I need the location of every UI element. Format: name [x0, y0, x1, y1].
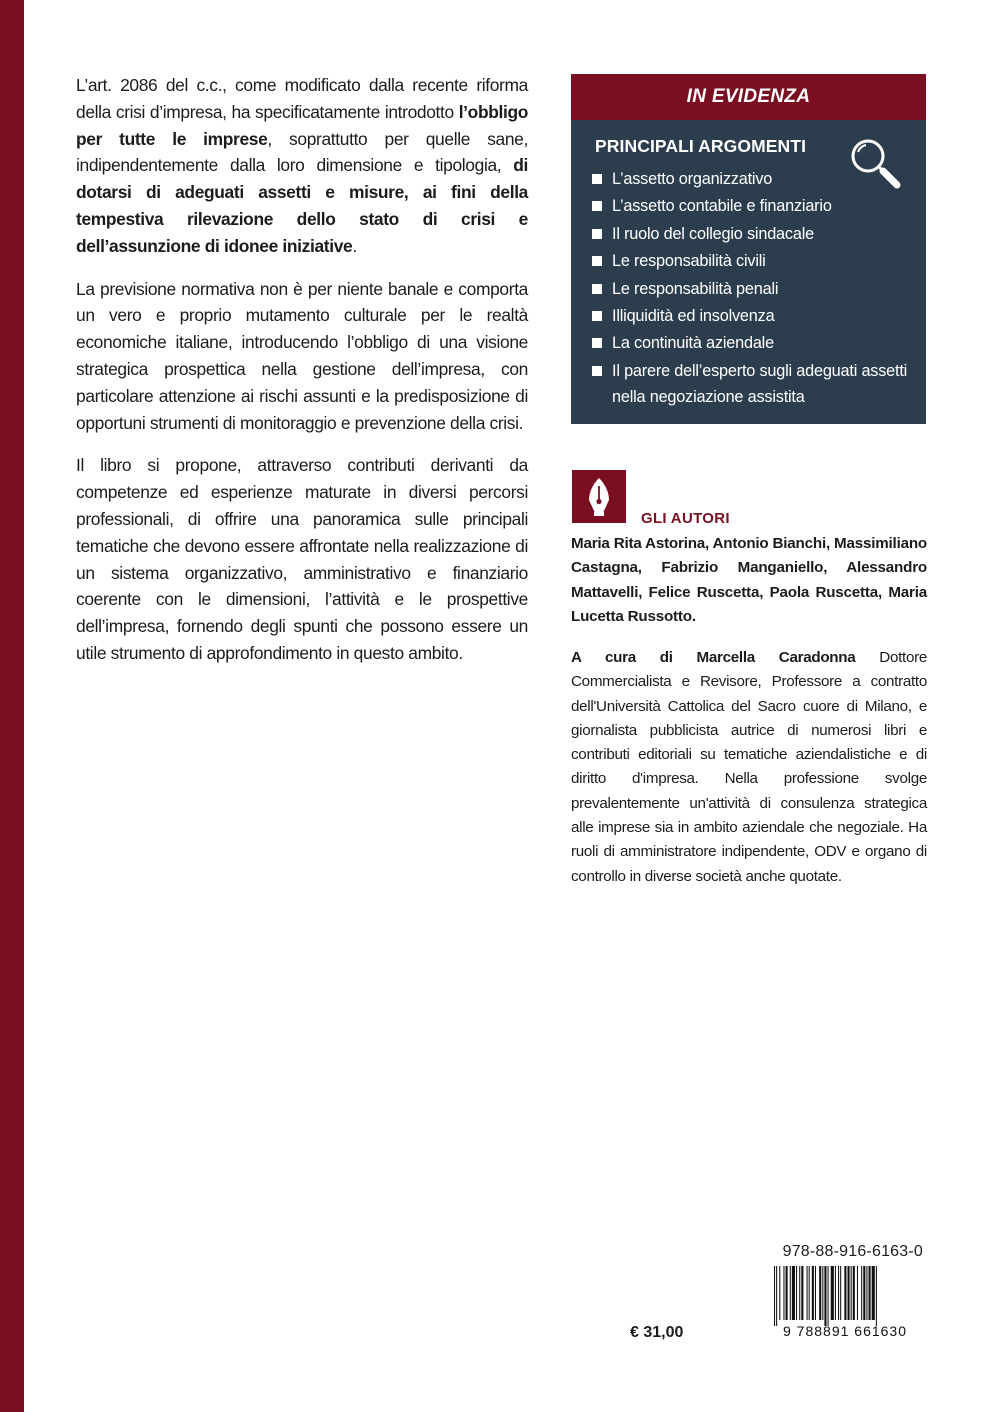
- topic-label: Il parere dell’esperto sugli adeguati assetti nella negoziazione assistita: [612, 361, 908, 406]
- topic-label: Il ruolo del collegio sindacale: [612, 224, 814, 243]
- intro-bold: di dotarsi di adeguati assetti e misure, ai fini della tempestiva rilevazione dello stato di crisi e dell’assunzione di idonee iniziative: [76, 155, 528, 256]
- barcode-digits: 9 788891 661630: [783, 1323, 907, 1338]
- topic-item: [592, 330, 912, 356]
- book-description: [76, 72, 528, 683]
- editor-bio-text: Dottore Commercialista e Revisore, Professore a contratto dell'Università Cattolica del Sacro cuore di Milano, e giornalista pubblicista autrice di numerosi libri e contributi editoriali su tematiche aziendalistiche e di diritto d'impresa. Nella professione svolge prevalentemente un'attività di consulenza strategica alle imprese sia in ambito aziendale che negoziale. Ha ruoli di amministratore indipendente, ODV e organo di controllo in diverse società anche quotate.: [571, 649, 928, 885]
- topic-label: Le responsabilità civili: [612, 252, 766, 271]
- intro-text: .: [352, 235, 357, 256]
- topics-list: [592, 166, 912, 411]
- bullet-square: [592, 338, 602, 348]
- topic-label: L’assetto contabile e finanziario: [612, 197, 832, 216]
- topic-label: Le responsabilità penali: [612, 279, 779, 298]
- price-label: € 31,00: [630, 1324, 684, 1341]
- topic-label: Illiquidità ed insolvenza: [612, 306, 775, 325]
- intro-text: , soprattutto per quelle sane, indipendentemente dalla loro dimensione e tipologia,: [76, 128, 528, 176]
- bullet-square: [592, 284, 602, 294]
- bullet-square: [592, 229, 602, 239]
- bullet-square: [592, 201, 602, 211]
- topic-item: [592, 193, 912, 219]
- authors-label: GLI AUTORI: [641, 510, 730, 527]
- isbn-number: 978-88-916-6163-0: [782, 1243, 923, 1260]
- topic-label: La continuità aziendale: [612, 334, 774, 353]
- bullet-square: [592, 366, 602, 376]
- in-evidenza-box: [571, 74, 926, 424]
- topic-item: [592, 358, 912, 410]
- bullet-square: [592, 174, 602, 184]
- editor-name: A cura di Marcella Caradonna: [571, 649, 856, 666]
- principali-argomenti-title: PRINCIPALI ARGOMENTI: [595, 136, 807, 156]
- editor-bio: [571, 646, 927, 889]
- topic-item: [592, 276, 912, 302]
- intro-text: L’art. 2086 del c.c., come modificato dalla recente riforma della crisi d’impresa, ha specificatamente introdotto: [76, 75, 528, 122]
- topic-item: [592, 166, 912, 192]
- intro-paragraph-1: [76, 72, 528, 260]
- topic-item: [592, 303, 912, 329]
- bullet-square: [592, 311, 602, 321]
- barcode-graphic: [766, 1266, 924, 1338]
- bullet-square: [592, 256, 602, 266]
- intro-paragraph-3: Il libro si propone, attraverso contributi derivanti da competenze ed esperienze maturate in diversi percorsi professionali, di offrire una panoramica sulle principali tematiche che devono essere affrontate nella realizzazione di un sistema organizzativo, amministrativo e finanziario coerente con le dimensioni, l’attività e le prospettive dell’impresa, fornendo degli spunti che possono essere un utile strumento di approfondimento in questo ambito.: [76, 455, 528, 663]
- fountain-pen-icon: [572, 470, 626, 523]
- spine-band: [0, 0, 24, 1412]
- barcode: [766, 1266, 924, 1338]
- topic-item: [592, 248, 912, 274]
- topic-label: L’assetto organizzativo: [612, 170, 773, 188]
- intro-paragraph-2: La previsione normativa non è per niente banale e comporta un vero e proprio mutamento culturale per le realtà economiche italiane, introducendo l’obbligo di una visione strategica prospettica nella gestione dell’impresa, con particolare attenzione ai rischi assunti e la predisposizione di opportuni strumenti di monitoraggio e prevenzione della crisi.: [76, 278, 528, 433]
- intro-bold: l’obbligo per tutte le imprese: [76, 101, 528, 149]
- authors-names: Maria Rita Astorina, Antonio Bianchi, Massimiliano Castagna, Fabrizio Manganiello, Alessandro Mattavelli, Felice Ruscetta, Paola Ruscetta, Maria Lucetta Russotto.: [571, 535, 927, 625]
- topic-item: [592, 221, 912, 247]
- in-evidenza-header: IN EVIDENZA: [571, 74, 926, 120]
